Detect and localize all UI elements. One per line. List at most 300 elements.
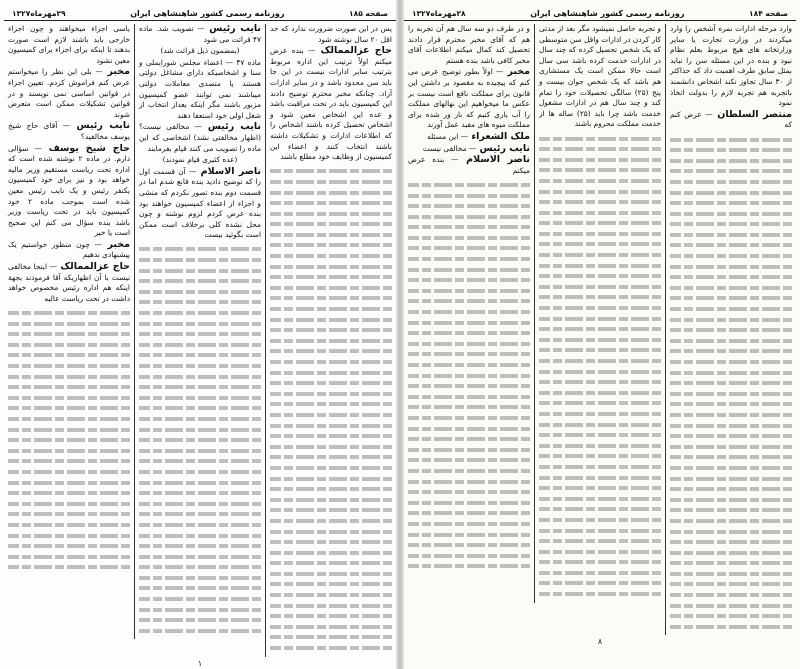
paragraph-text: — اولاً بطور توضیح عرض می کنم که پیچیده به مقصود بر داشتن این قانون برای مملکت نافع است نیست بر عکس ما میخواهیم این نهالهای مملکت را آب یاری کنیم که بار ور شده برای مملکت میوه های مفید عمل آورند [408, 67, 530, 130]
speaker-name: حاج عزالممالک [315, 45, 392, 57]
illegible-text-line [539, 274, 661, 278]
paragraph [139, 24, 261, 45]
illegible-text-line [270, 307, 392, 311]
illegible-text-line [139, 470, 261, 474]
illegible-text-line [539, 264, 661, 268]
paragraph-text: — اینجا مخالفی نیست با آن اظهاریکه آقا فرمودند بجهة اینکه هم اداره رئیس مخصوص خواهد داشت در تحت ریاست عالیه [8, 262, 130, 303]
illegible-text-line [8, 470, 130, 474]
illegible-text-line [139, 396, 261, 400]
speaker-name: نایب رئیس [70, 120, 130, 132]
illegible-text-line [139, 481, 261, 485]
paragraph [408, 67, 530, 131]
text-column [4, 24, 134, 576]
illegible-text-line [270, 455, 392, 459]
illegible-text-line [408, 405, 530, 409]
paragraph [139, 58, 261, 122]
illegible-text-line [270, 635, 392, 639]
illegible-text-line [270, 614, 392, 618]
illegible-text-line [408, 321, 530, 325]
illegible-text-line [270, 530, 392, 534]
illegible-text-line [539, 306, 661, 310]
illegible-text-line [139, 343, 261, 347]
paragraph-text: و تجربه حاصل نمیشود مگر بعد از مدتی کار کردن در ادارات واقل سن متوسطی که یک شخص تحصیل کرده که چند سال در ادارات خدمت کرده باشد سی سال است حالا ممکن است یک مستشاری هم باشد که یک شخص جوان بیست و پنج (۲۵) سالگی تحصیلات خود را تمام کند و چند سال هم در ادارات مشغول خدمت باشد چرا باید (۲۵) ساله ها از خدمت مملکت محروم باشند [539, 24, 662, 129]
illegible-text-line [270, 424, 392, 428]
illegible-text-line [670, 561, 792, 565]
illegible-text-line [408, 511, 530, 515]
illegible-text-line [139, 279, 261, 283]
speaker-name: نایب رئیس [204, 23, 261, 34]
illegible-text-line [670, 477, 792, 481]
page-number: صفحه ۱۸۴ [749, 8, 788, 18]
illegible-text-line [408, 194, 530, 198]
illegible-text-line [539, 497, 661, 501]
illegible-text-line [670, 296, 792, 300]
illegible-text-line [539, 359, 661, 363]
text-column [265, 24, 396, 657]
speaker-name: ناصر الاسلام [196, 165, 262, 177]
illegible-text-line [539, 253, 661, 257]
illegible-text-line [670, 445, 792, 449]
paragraph-text: — بنده عرض میکنم اولاً ترتیب این اداره مربوط بترتیب سایر ادارات نیست در این جا باید سن محدود باشد و در سایر ادارات آزاد. چنانکه مخبر محترم توضیح دادند این کمیسیون باید در تحت مراقبت باشد و عده این اشخاص معین شود و اشخاص تحصیل کرده باشند اشخاص را که اطلاعات ادارات و تشکیلات داشته باشند انتخاب کنند و اعضاء این کمیسیون از وظایف خود مطلع باشند [270, 46, 392, 162]
illegible-text-line [270, 593, 392, 597]
illegible-text-line [670, 254, 792, 258]
paragraph [8, 262, 130, 304]
illegible-text-line [270, 508, 392, 512]
illegible-text-line [408, 448, 530, 452]
illegible-text-line [270, 233, 392, 237]
text-column [404, 24, 534, 575]
illegible-text-line [539, 592, 661, 596]
illegible-text-line [408, 299, 530, 303]
illegible-text-line [539, 147, 661, 151]
illegible-text-line [139, 459, 261, 463]
illegible-text-line [270, 360, 392, 364]
speaker-name: ناصر الاسلام [458, 154, 530, 166]
illegible-text-line [139, 491, 261, 495]
illegible-text-line [139, 332, 261, 336]
illegible-text-line [670, 487, 792, 491]
illegible-text-line [539, 168, 661, 172]
illegible-text-line [270, 286, 392, 290]
illegible-text-line [270, 201, 392, 205]
illegible-text-line [139, 438, 261, 442]
paragraph [8, 240, 130, 261]
illegible-text-line [408, 564, 530, 568]
illegible-text-line [8, 322, 130, 326]
page-header [4, 6, 396, 21]
speaker-name: منتصر السلطان [712, 108, 792, 120]
paragraph-text: (عده کثیری قیام نمودند) [162, 155, 238, 165]
illegible-text-line [539, 401, 661, 405]
illegible-text-line [408, 469, 530, 473]
illegible-text-line [408, 543, 530, 547]
illegible-text-line [539, 539, 661, 543]
illegible-text-line [539, 454, 661, 458]
illegible-text-line [8, 544, 130, 548]
illegible-text-line [670, 159, 792, 163]
illegible-text-line [408, 257, 530, 261]
illegible-text-line [8, 481, 130, 485]
illegible-text-line [539, 158, 661, 162]
illegible-text-line [408, 352, 530, 356]
paragraph-text: یاسی اجزاء میخواهند و چون اجزاء خارجی باید باشند لازم است صورت بدهند تا اینکه برای اجزاء برای کمیسیون معین نشود [8, 24, 130, 65]
illegible-text-line [539, 518, 661, 522]
illegible-text-line [670, 222, 792, 226]
paragraph-text: پس در این صورت ضرورت ندارد که حد اقل ۲۰ سال نوشته شود [270, 24, 392, 44]
illegible-text-line [270, 604, 392, 608]
illegible-text-line [139, 353, 261, 357]
illegible-text-line [670, 339, 792, 343]
illegible-text-line [670, 307, 792, 311]
illegible-text-line [670, 349, 792, 353]
paragraph [270, 24, 392, 45]
illegible-text-line [139, 449, 261, 453]
illegible-text-line [539, 380, 661, 384]
illegible-text-line [270, 254, 392, 258]
illegible-text-line [139, 290, 261, 294]
illegible-text-line [8, 555, 130, 559]
illegible-text-line [408, 363, 530, 367]
illegible-text-line [670, 455, 792, 459]
illegible-text-line [539, 327, 661, 331]
illegible-text-line [670, 233, 792, 237]
paragraph-text: — تصویب شد. ماده ۴۷ قرائت می شود [139, 24, 261, 44]
paragraph-text: وارد مرحله ادارات نمره آشخص را وارد میکردند در وزارت تجارت یا سایر وزارتخانه های هیچ مربوط بعلم نظام نبود و بنده در این مسئله سن را نباید بمثل سابق طرف اهمیت داد که حداکثر از ۳۰ سال تجاوز نکند اشخاص دانشمند باتجربه هم تجربه لازم را بدولت اتخاذ نمود [670, 24, 792, 108]
illegible-text-line [270, 392, 392, 396]
illegible-text-line [670, 328, 792, 332]
illegible-text-line [539, 232, 661, 236]
illegible-text-line [539, 137, 661, 141]
illegible-text-line [670, 360, 792, 364]
illegible-text-line [8, 396, 130, 400]
speaker-name: مخبر [101, 238, 130, 250]
illegible-text-line [270, 434, 392, 438]
illegible-text-line [270, 169, 392, 173]
illegible-text-line [139, 544, 261, 548]
illegible-text-line [670, 519, 792, 523]
speaker-name: حاج عزالممالک [56, 261, 130, 273]
page-number: صفحه ۱۸۵ [349, 8, 388, 18]
illegible-text-line [270, 191, 392, 195]
illegible-text-line [139, 269, 261, 273]
illegible-text-line [139, 258, 261, 262]
illegible-text-line [670, 243, 792, 247]
illegible-text-line [408, 416, 530, 420]
speaker-name: نایب رئیس [476, 142, 530, 154]
illegible-text-line [8, 311, 130, 315]
paragraph [408, 24, 530, 66]
paragraph [8, 144, 130, 239]
footer-page-number: ۱ [197, 658, 203, 668]
illegible-text-line [670, 212, 792, 216]
illegible-text-line [408, 395, 530, 399]
illegible-text-line [539, 190, 661, 194]
paragraph [270, 46, 392, 163]
speaker-name: ملک الشعراء [468, 130, 530, 142]
page-gutter [396, 0, 404, 669]
paragraph [408, 132, 530, 143]
illegible-text-line [670, 424, 792, 428]
illegible-text-line [408, 278, 530, 282]
paragraph-text: ماده ۴۷ — اعضاء مجلس شورایملی و سنا و اشخاصیکه دارای مشاغل دولتی هستند یا متصدی معاملات دولتی میباشند نمی توانند عضو کمیسیون مزبور باشند مگر اینکه بعداز انتخاب از شغل اولی خود استعفا دهند [139, 57, 261, 120]
illegible-text-line [139, 375, 261, 379]
illegible-text-line [539, 391, 661, 395]
page-right [400, 0, 800, 669]
illegible-text-line [539, 433, 661, 437]
paragraph-text: — این مسئله [426, 131, 469, 141]
illegible-text-line [408, 204, 530, 208]
illegible-text-line [408, 490, 530, 494]
illegible-text-line [8, 565, 130, 569]
illegible-text-line [670, 148, 792, 152]
illegible-text-line [139, 618, 261, 622]
page-header [404, 6, 796, 21]
illegible-text-line [408, 236, 530, 240]
illegible-text-line [670, 540, 792, 544]
illegible-text-line [408, 427, 530, 431]
illegible-text-line [408, 533, 530, 537]
illegible-text-line [670, 191, 792, 195]
illegible-text-line [670, 413, 792, 417]
illegible-text-line [270, 180, 392, 184]
illegible-text-line [270, 339, 392, 343]
illegible-text-line [408, 522, 530, 526]
paragraph [539, 24, 661, 130]
illegible-text-line [139, 406, 261, 410]
illegible-text-line [670, 593, 792, 597]
paragraph [670, 24, 792, 109]
illegible-text-line [270, 349, 392, 353]
paragraph-text: — مخالفی نیست؟ (اظهار مخالفتی نشد) اشخاصی که این ماده را تصویب می کنند قیام بفرمایند [139, 122, 261, 153]
newspaper-title: روزنامه رسمی کشور شاهنشاهی ایران [530, 8, 685, 18]
illegible-text-line [8, 438, 130, 442]
illegible-text-line [139, 502, 261, 506]
illegible-text-line [670, 201, 792, 205]
illegible-text-line [670, 402, 792, 406]
illegible-text-line [539, 465, 661, 469]
illegible-text-line [8, 459, 130, 463]
illegible-text-line [139, 576, 261, 580]
illegible-text-line [408, 374, 530, 378]
illegible-text-line [8, 512, 130, 516]
illegible-text-line [8, 353, 130, 357]
illegible-text-line [139, 597, 261, 601]
paragraph [8, 121, 130, 142]
illegible-text-line [539, 179, 661, 183]
illegible-text-line [539, 211, 661, 215]
issue-date: ۲۹مهرماه۱۳۲۷ [12, 8, 66, 18]
illegible-text-line [539, 486, 661, 490]
illegible-text-line [670, 530, 792, 534]
illegible-text-line [8, 406, 130, 410]
illegible-text-line [8, 534, 130, 538]
speaker-name: مخبر [102, 66, 130, 78]
illegible-text-line [670, 582, 792, 586]
illegible-text-line [270, 371, 392, 375]
illegible-text-line [270, 582, 392, 586]
illegible-text-line [270, 540, 392, 544]
illegible-text-line [539, 295, 661, 299]
illegible-text-line [670, 286, 792, 290]
illegible-text-line [139, 608, 261, 612]
illegible-text-line [670, 265, 792, 269]
speaker-name: مخبر [503, 66, 530, 78]
illegible-text-line [670, 180, 792, 184]
paragraph-text: — بنده عرض میکنم [408, 155, 530, 175]
paragraph [8, 67, 130, 120]
illegible-text-line [539, 348, 661, 352]
illegible-text-line [139, 385, 261, 389]
illegible-text-line [139, 565, 261, 569]
illegible-text-line [408, 289, 530, 293]
illegible-text-line [539, 581, 661, 585]
illegible-text-line [670, 551, 792, 555]
paragraph-text: (بمضمون ذیل قرائت شد) [160, 46, 240, 56]
illegible-text-line [670, 625, 792, 629]
paragraph [408, 155, 530, 176]
illegible-text-line [139, 629, 261, 633]
illegible-text-line [539, 507, 661, 511]
illegible-text-line [539, 200, 661, 204]
illegible-text-line [270, 561, 392, 565]
illegible-text-line [539, 444, 661, 448]
illegible-text-line [270, 296, 392, 300]
illegible-text-line [408, 501, 530, 505]
illegible-text-line [670, 318, 792, 322]
illegible-text-line [670, 466, 792, 470]
illegible-text-line [139, 428, 261, 432]
illegible-text-line [139, 417, 261, 421]
illegible-text-line [270, 466, 392, 470]
paragraph [408, 144, 530, 155]
illegible-text-line [539, 560, 661, 564]
illegible-text-line [270, 413, 392, 417]
paragraph-text: — بلی این نظر را میخواستم عرض کنم فراموش کردم. تعیین اجزاء در قوانین اساسی نمی نویسند و در قوانین تشکیلات ممکن است متعرض شوند [8, 67, 130, 119]
illegible-text-line [270, 381, 392, 385]
illegible-text-line [539, 412, 661, 416]
text-column [534, 24, 665, 603]
paragraph-text: — مخالفی نیست [422, 143, 477, 153]
illegible-text-line [270, 519, 392, 523]
illegible-text-line [8, 417, 130, 421]
issue-date: ۲۸مهرماه۱۳۲۷ [412, 8, 466, 18]
illegible-text-line [670, 498, 792, 502]
illegible-text-line [139, 512, 261, 516]
illegible-text-line [670, 604, 792, 608]
paragraph [8, 24, 130, 66]
illegible-text-line [408, 225, 530, 229]
illegible-text-line [270, 243, 392, 247]
paragraph-text: — عرض کنم که [670, 109, 792, 130]
illegible-text-line [270, 265, 392, 269]
illegible-text-line [8, 332, 130, 336]
illegible-text-line [270, 646, 392, 650]
text-column [134, 24, 265, 639]
paragraph-text: و در طرف دو سه سال هم آن تجربه را هم که آقای مخبر محترم قرار دادند تحصیل کند کمال میکنم اطلاعات آقای مخبر کافی باشد بنده هستم [408, 24, 530, 65]
speaker-name: حاج شیخ یوسف [41, 142, 130, 154]
illegible-text-line [539, 423, 661, 427]
illegible-text-line [408, 268, 530, 272]
footer-page-number: ۸ [597, 637, 603, 647]
illegible-text-line [539, 370, 661, 374]
columns [404, 24, 796, 635]
illegible-text-line [8, 375, 130, 379]
illegible-text-line [670, 508, 792, 512]
illegible-text-line [408, 246, 530, 250]
illegible-text-line [408, 384, 530, 388]
illegible-text-line [408, 437, 530, 441]
illegible-text-line [139, 300, 261, 304]
illegible-text-line [670, 572, 792, 576]
paragraph [139, 167, 261, 241]
illegible-text-line [139, 311, 261, 315]
illegible-text-line [408, 458, 530, 462]
procedural-note [139, 46, 261, 57]
illegible-text-line [408, 183, 530, 187]
paragraph [670, 110, 792, 131]
illegible-text-line [270, 487, 392, 491]
illegible-text-line [539, 338, 661, 342]
illegible-text-line [270, 625, 392, 629]
illegible-text-line [8, 502, 130, 506]
paragraph-text: — آن قسمت اول را که توضیح دادید بنده قانع شدم اما در قسمت دوم بنده تصور نکردم که منشی و اجزاء از اعضاء کمیسیون خواهند بود بنده عرض کردم لزوم نوشته و چون محل نشده کلی برخلاف است ممکن است بگوئید بیست [139, 166, 261, 240]
illegible-text-line [8, 523, 130, 527]
illegible-text-line [8, 491, 130, 495]
illegible-text-line [8, 385, 130, 389]
illegible-text-line [8, 364, 130, 368]
illegible-text-line [270, 222, 392, 226]
illegible-text-line [408, 331, 530, 335]
paragraph-text: — چون منظور خواستیم یک پیشنهادی بدهیم [8, 239, 130, 260]
illegible-text-line [8, 449, 130, 453]
illegible-text-line [670, 169, 792, 173]
procedural-note [139, 155, 261, 166]
illegible-text-line [139, 322, 261, 326]
illegible-text-line [670, 434, 792, 438]
illegible-text-line [139, 586, 261, 590]
illegible-text-line [539, 285, 661, 289]
illegible-text-line [270, 445, 392, 449]
columns [4, 24, 396, 657]
paragraph [139, 122, 261, 154]
speaker-name: نایب رئیس [201, 121, 261, 133]
illegible-text-line [408, 310, 530, 314]
illegible-text-line [139, 534, 261, 538]
illegible-text-line [670, 371, 792, 375]
illegible-text-line [8, 428, 130, 432]
illegible-text-line [670, 614, 792, 618]
illegible-text-line [139, 364, 261, 368]
illegible-text-line [270, 328, 392, 332]
illegible-text-line [670, 275, 792, 279]
text-column [665, 24, 796, 635]
illegible-text-line [139, 247, 261, 251]
illegible-text-line [270, 402, 392, 406]
illegible-text-line [270, 551, 392, 555]
illegible-text-line [139, 523, 261, 527]
illegible-text-line [270, 275, 392, 279]
illegible-text-line [670, 392, 792, 396]
illegible-text-line [670, 381, 792, 385]
illegible-text-line [539, 317, 661, 321]
illegible-text-line [270, 477, 392, 481]
illegible-text-line [139, 555, 261, 559]
illegible-text-line [408, 342, 530, 346]
illegible-text-line [408, 480, 530, 484]
illegible-text-line [8, 343, 130, 347]
illegible-text-line [270, 212, 392, 216]
illegible-text-line [539, 571, 661, 575]
